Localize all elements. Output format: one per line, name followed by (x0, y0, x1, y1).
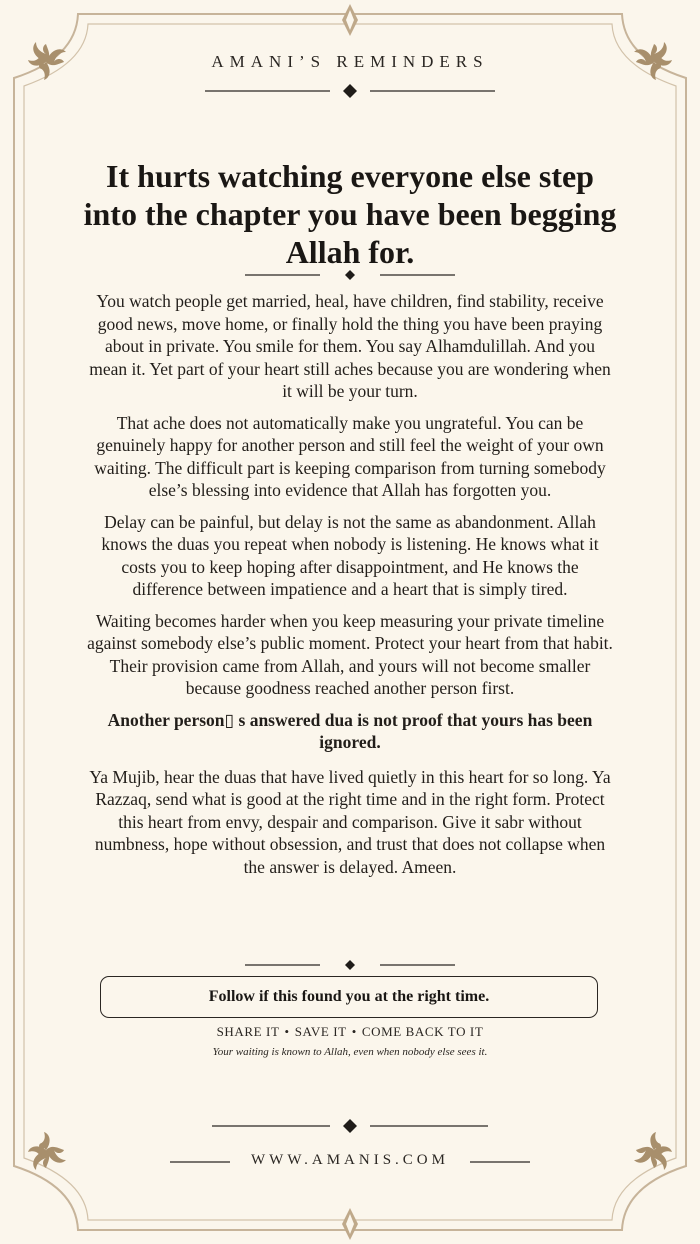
body-paragraph-3: Delay can be painful, but delay is not the same as abandonment. Allah knows the duas you repeat when nobody is listening. He knows what it costs you to keep hoping after disappointment, and He knows the difference between impatience and a heart that is simply tired. (101, 511, 599, 599)
header-divider (205, 84, 495, 98)
body-paragraph-4: Waiting becomes harder when you keep measuring your private timeline against somebody else’s public moment. Protect your heart from that habit. Their provision came from Allah, and yours will not become smaller because goodness reached another person first. (87, 610, 613, 698)
separator-dot: • (351, 1024, 357, 1039)
share-it-label: SHARE IT (216, 1024, 280, 1039)
share-row (0, 1024, 700, 1040)
follow-callout-button[interactable] (100, 976, 598, 1018)
footer-divider (212, 1119, 488, 1133)
diamond-icon (345, 270, 355, 280)
title-divider (245, 270, 455, 280)
tagline: Your waiting is known to Allah, even when nobody else sees it. (212, 1046, 488, 1058)
diamond-icon (343, 1119, 357, 1133)
follow-callout-label: Follow if this found you at the right time. (208, 988, 490, 1005)
save-it-label: SAVE IT (294, 1024, 347, 1039)
diamond-icon (343, 84, 357, 98)
brand-name: AMANI’S REMINDERS (211, 52, 489, 71)
body-text (86, 290, 614, 887)
body-paragraph-1: You watch people get married, heal, have children, find stability, receive good news, move home, or finally hold the thing you have been praying about in private. You smile for them. You say Alhamdulillah. And you mean it. Yet part of your heart still aches because you are wondering when it will be your turn. (89, 291, 611, 401)
emphasis-statement: Another person▯ s answered dua is not proof that yours has been ignored. (107, 709, 593, 752)
separator-dot: • (284, 1024, 290, 1039)
page-title: It hurts watching everyone else step into the chapter you have been begging Allah for. (83, 158, 617, 270)
come-back-label: COME BACK TO IT (361, 1024, 484, 1039)
top-frame-diamond-icon (342, 4, 358, 36)
bottom-frame-diamond-icon (342, 1208, 358, 1240)
body-paragraph-2: That ache does not automatically make you ungrateful. You can be genuinely happy for another person and still feel the weight of your own waiting. The difficult part is keeping comparison from turning somebody else’s blessing into evidence that Allah has forgotten you. (94, 412, 606, 500)
body-end-divider (245, 960, 455, 970)
website-link[interactable]: WWW.AMANIS.COM (251, 1152, 449, 1168)
diamond-icon (345, 960, 355, 970)
dua-paragraph: Ya Mujib, hear the duas that have lived quietly in this heart for so long. Ya Razzaq, send what is good at the right time and in the right form. Protect this heart from envy, despair and comparison. Give it sabr without numbness, hope without obsession, and trust that does not collapse when the answer is delayed. Ameen. (89, 766, 611, 877)
